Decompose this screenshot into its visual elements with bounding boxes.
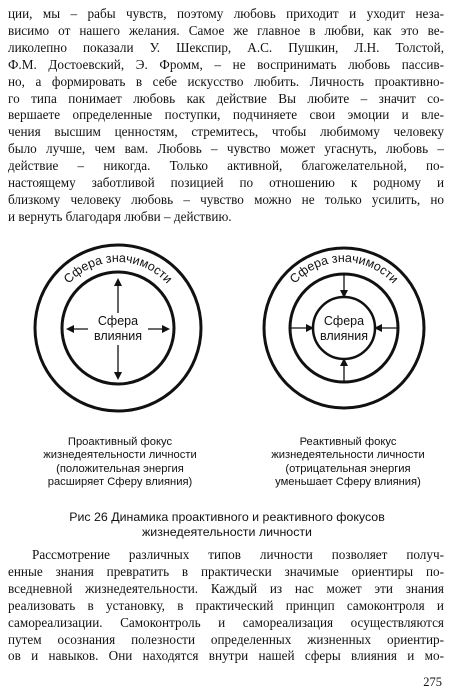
caption-line: уменьшает Сферу влияния) — [275, 476, 421, 489]
inner-circle — [313, 297, 375, 359]
influence-sphere-label-1: Сфера — [97, 314, 139, 328]
figure-caption — [20, 510, 434, 539]
significance-sphere-label: Сфера значимости — [60, 250, 176, 287]
significance-sphere-label: Сфера значимости — [286, 250, 402, 287]
paragraph-personality-types — [8, 547, 444, 665]
caption-line: Проактивный фокус — [67, 436, 173, 448]
figure-caption-line: Рис 26 Динамика проактивного и реактивного фокусов — [69, 510, 385, 524]
figure-caption-line: жизнедеятельности личности — [142, 524, 312, 539]
proactive-caption — [20, 436, 220, 490]
caption-line: жизнедеятельности личности — [43, 449, 197, 462]
text-line: вершаете определенные поступки, подчиняете свои эмоции и вле- — [8, 107, 444, 123]
text-line: было лучше, чем вам. Любовь – чувство может угаснуть, любовь – — [8, 141, 444, 157]
text-line: Рассмотрение различных типов личности позволяет получ- — [32, 547, 444, 562]
influence-sphere-label-2: влияния — [93, 329, 143, 343]
text-line: го типа понимает любовь как действие Вы любите – значит со- — [8, 90, 444, 106]
text-line: самореализации. Самоконтроль и самореализация осуществляются — [8, 614, 444, 630]
text-line: чения высшим ценностям, стремитесь, чтобы любимому человеку — [8, 124, 444, 140]
text-line: вседневной жизнедеятельности. Каждый из нас может эти знания — [8, 580, 444, 596]
caption-line: (положительная энергия — [56, 462, 184, 475]
text-line: ликолепно показали У. Шекспир, А.С. Пушкин, Л.Н. Толстой, — [8, 39, 444, 55]
paragraph-love-as-action — [8, 6, 444, 226]
caption-line: жизнедеятельности личности — [271, 449, 425, 462]
text-line: но, а формировать в себе искусство любить. Личность проактивно- — [8, 73, 444, 89]
reactive-focus-diagram — [254, 238, 434, 418]
outer-circle — [264, 248, 424, 408]
outer-circle — [35, 245, 201, 411]
text-line: енные знания превратить в практически значимые ориентиры по- — [8, 563, 444, 579]
caption-line: Реактивный фокус — [299, 436, 397, 448]
text-line: и вернуть благодаря любви – действию. — [8, 208, 232, 224]
text-line: ов и навыков. Они находятся внутри нашей сферы влияния и мо- — [8, 648, 444, 664]
text-line: близкому человеку любовь – чувство можно не только усилить, но — [8, 191, 444, 207]
text-line: ции, мы – рабы чувств, поэтому любовь приходит и уходит неза- — [8, 6, 444, 21]
text-line: действие – никогда. Только активной, благожелательной, по- — [8, 158, 444, 174]
page-number: 275 — [423, 675, 442, 689]
text-line: Ф.М. Достоевский, Э. Фромм, – не воспринимать любовь пассив- — [8, 56, 444, 72]
influence-sphere-label-1: Сфера — [323, 314, 365, 328]
influence-sphere-label-2: влияния — [319, 329, 369, 343]
text-line: висимо от нашего желания. Самое же главное в любви, как это ве- — [8, 22, 444, 38]
text-line: настоящему заботливой позицией по отношению к родному и — [8, 175, 444, 191]
reactive-caption — [248, 436, 448, 490]
text-line: путем осознания полезности определенных жизненных ориентир- — [8, 631, 444, 647]
text-line: реализовать в установку, в практический принцип самоконтроля и — [8, 597, 444, 613]
proactive-focus-diagram — [28, 238, 208, 418]
caption-line: расширяет Сферу влияния) — [47, 476, 193, 489]
caption-line: (отрицательная энергия — [285, 462, 411, 475]
